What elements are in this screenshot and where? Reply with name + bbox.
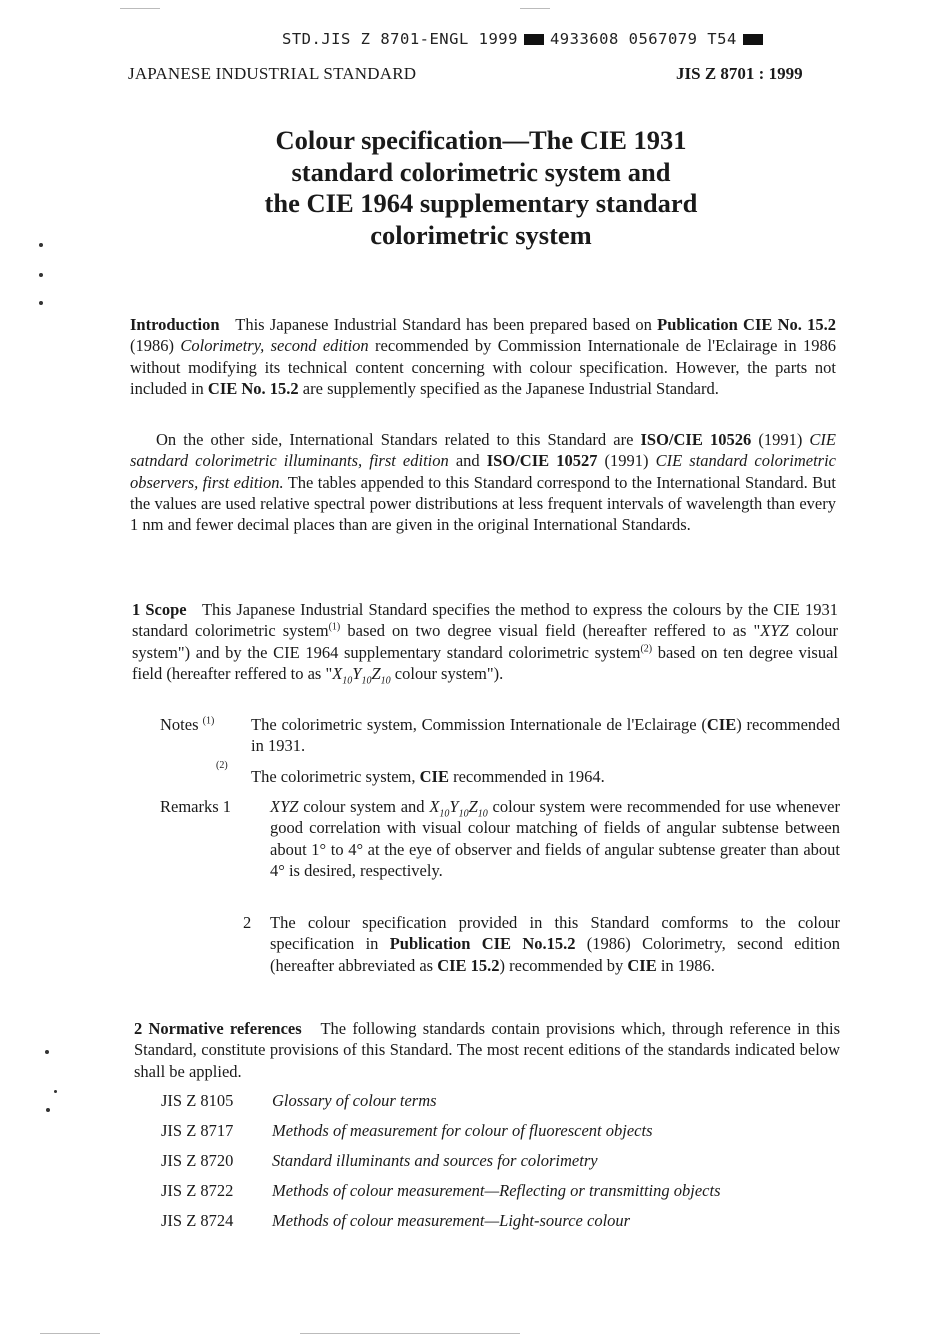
scope-text: This Japanese Industrial Standard specifies the method to express the colours by the CIE 1931 standard colorimetric system — [132, 600, 838, 641]
remarks-label-text: Remarks — [160, 797, 219, 816]
normative-references-paragraph — [134, 1018, 840, 1082]
reference-code: JIS Z 8720 — [161, 1151, 234, 1170]
intro-bold-ref: CIE No. 15.2 — [207, 378, 299, 398]
scope-xyz: XYZ — [760, 621, 789, 641]
scan-mark — [46, 1108, 50, 1112]
scan-stamp — [282, 30, 769, 48]
title-line-2: standard colorimetric system and — [291, 156, 671, 187]
header-standard-name: JAPANESE INDUSTRIAL STANDARD — [128, 64, 417, 83]
scope-text: colour system"). — [390, 663, 504, 683]
scan-speck — [40, 1333, 100, 1334]
remark-1-segment: colour system were recommended for use whenever good correlation with visual colour matching of fields of angular subtense between about 1° to 4° at the eye of observer and fields of angular subtense greater than about 4° is desired, respectively. — [270, 797, 840, 880]
intro2-bold-ref: ISO/CIE 10526 — [640, 430, 752, 449]
remark-2-bold: CIE 15.2 — [437, 955, 500, 975]
remark-2 — [160, 912, 840, 1000]
symbol-z: Z — [468, 797, 478, 816]
remark-1 — [160, 796, 840, 906]
stamp-left-text: STD.JIS Z 8701-ENGL 1999 — [282, 30, 518, 48]
scope-text: based on ten degree visual field (hereafter reffered to as " — [132, 642, 838, 683]
remark-1-x10y10z10 — [429, 797, 488, 820]
reference-title: Glossary of colour terms — [272, 1091, 437, 1110]
reference-title: Methods of colour measurement—Reflecting or transmitting objects — [272, 1181, 721, 1200]
scan-mark — [39, 273, 43, 277]
intro2-text: (1991) — [597, 451, 656, 471]
note-2-text — [251, 766, 840, 787]
document-title — [130, 125, 832, 251]
note-1 — [160, 714, 840, 758]
title-line-3: the CIE 1964 supplementary standard — [264, 188, 698, 218]
scan-speck — [520, 8, 550, 9]
remark-1-text — [270, 796, 840, 881]
remark-2-bold: CIE — [627, 955, 657, 975]
note-2-bold: CIE — [419, 767, 449, 786]
remark-2-segment: (1986) Colorimetry, second edition (hereafter abbreviated as — [270, 934, 841, 975]
intro2-text: (1991) — [751, 430, 810, 449]
reference-code: JIS Z 8724 — [161, 1211, 234, 1230]
stamp-middle-text: 4933608 0567079 T54 — [549, 30, 737, 48]
scan-mark — [39, 301, 43, 305]
introduction-paragraph — [130, 314, 836, 399]
symbol-y: Y — [449, 797, 459, 816]
remark-2-segment: ) recommended by — [499, 955, 628, 975]
scan-mark — [54, 1090, 57, 1093]
symbol-x: X — [332, 663, 343, 683]
intro2-text: and — [448, 451, 487, 471]
note-1-text — [251, 714, 840, 757]
normative-references-heading: 2 Normative references — [134, 1019, 302, 1038]
remark-1-number: 1 — [222, 797, 232, 816]
symbol-x: X — [429, 797, 440, 816]
scan-mark — [45, 1050, 49, 1054]
subscript-10: 10 — [458, 808, 469, 820]
intro-text: recommended by Commission Internationale de l'Eclairage in 1986 without modifying its technical content concerning with colour specification. However, the parts not included in — [130, 336, 836, 398]
subscript-10: 10 — [477, 808, 488, 820]
note-2-segment: recommended in 1964. — [448, 767, 605, 786]
footnote-ref-1: (1) — [328, 621, 341, 633]
stamp-block-1 — [524, 34, 544, 45]
note-1-segment: The colorimetric system, Commission Internationale de l'Eclairage ( — [251, 715, 707, 734]
reference-title: Standard illuminants and sources for colorimetry — [272, 1151, 598, 1170]
intro2-bold-ref: ISO/CIE 10527 — [486, 451, 598, 471]
intro-text: This Japanese Industrial Standard has been prepared based on — [235, 315, 658, 334]
note-1-marker: (1) — [202, 715, 215, 727]
scope-paragraph — [132, 599, 838, 687]
notes-label — [160, 714, 214, 735]
subscript-10: 10 — [342, 675, 353, 687]
symbol-z: Z — [371, 663, 381, 683]
normative-text: The following standards contain provisions which, through reference in this Standard, constitute provisions of this Standard. The most recent editions of the standards indicated below shall be applied. — [134, 1019, 841, 1081]
reference-code: JIS Z 8105 — [161, 1091, 234, 1110]
scope-text: based on two degree visual field (hereafter reffered to as " — [340, 621, 761, 641]
note-1-segment: ) recommended in 1931. — [251, 715, 840, 756]
intro-text: (1986) — [130, 336, 181, 356]
reference-code: JIS Z 8717 — [161, 1121, 234, 1140]
remark-2-bold: Publication CIE No.15.2 — [389, 934, 576, 954]
scope-text: colour system") and by the CIE 1964 supplementary standard colorimetric system — [132, 621, 838, 662]
intro2-italic-title: CIE standard colorimetric observers, first edition. — [130, 451, 836, 492]
scan-speck — [120, 8, 160, 9]
reference-title: Methods of colour measurement—Light-source colour — [272, 1211, 631, 1230]
scan-speck — [300, 1333, 520, 1334]
intro2-text: The tables appended to this Standard correspond to the International Standard. But the values are used relative spectral power distributions at less frequent intervals of wavelength than every 1 nm and fewer decimal places than are given in the original International Standards. — [130, 472, 836, 535]
intro2-italic-title: CIE satndard colorimetric illuminants, first edition — [130, 430, 837, 471]
note-2-segment: The colorimetric system, — [251, 767, 420, 786]
remark-1-xyz: XYZ — [270, 797, 299, 816]
remark-2-text — [270, 912, 840, 976]
remark-2-segment: The colour specification provided in this Standard comforms to the colour specification in — [270, 913, 840, 954]
remark-2-number: 2 — [243, 913, 252, 932]
reference-code: JIS Z 8722 — [161, 1181, 234, 1200]
intro-bold-ref: Publication CIE No. 15.2 — [657, 315, 837, 334]
remarks-label — [160, 796, 231, 817]
scope-x10y10z10 — [332, 663, 391, 687]
intro2-text: On the other side, International Standars related to this Standard are — [156, 430, 641, 449]
subscript-10: 10 — [380, 675, 391, 687]
notes-label-text: Notes — [160, 715, 199, 734]
note-2: (2) The colorimetric system, CIE recommended in 1964. — [160, 766, 840, 788]
stamp-block-2 — [743, 34, 763, 45]
title-line-1: Colour specification—The CIE 1931 — [275, 125, 687, 155]
subscript-10: 10 — [439, 808, 450, 820]
symbol-y: Y — [352, 663, 362, 683]
introduction-heading: Introduction — [130, 315, 220, 334]
intro-text: are supplemently specified as the Japanese Industrial Standard. — [298, 378, 719, 398]
header-standard-number: JIS Z 8701 : 1999 — [676, 64, 803, 83]
intro-italic-title: Colorimetry, second edition — [180, 336, 369, 356]
remark-1-segment: colour system and — [298, 797, 430, 816]
title-line-4: colorimetric system — [370, 219, 592, 250]
footnote-ref-2: (2) — [640, 643, 653, 655]
subscript-10: 10 — [361, 675, 372, 687]
note-1-bold: CIE — [706, 715, 737, 734]
scan-mark — [39, 243, 43, 247]
scope-heading: 1 Scope — [132, 600, 187, 619]
introduction-paragraph-2 — [130, 429, 836, 535]
remark-2-segment: in 1986. — [656, 955, 715, 975]
reference-title: Methods of measurement for colour of fluorescent objects — [272, 1121, 653, 1140]
